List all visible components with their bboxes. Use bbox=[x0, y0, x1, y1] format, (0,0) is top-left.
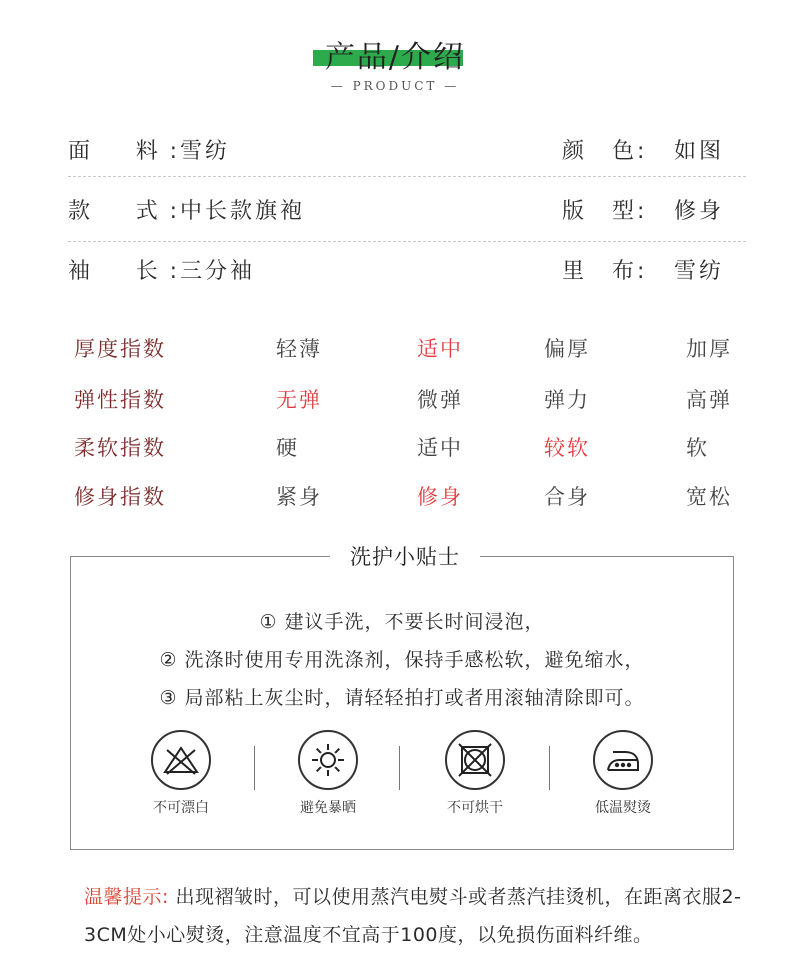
divider bbox=[254, 746, 255, 790]
index-option: 宽松 bbox=[686, 485, 732, 509]
index-option: 软 bbox=[686, 436, 709, 460]
care-icon-label: 避免暴晒 bbox=[300, 800, 356, 816]
attribute-key: 里 布: bbox=[562, 259, 648, 284]
index-row-elasticity bbox=[74, 384, 744, 420]
index-option: 轻薄 bbox=[276, 337, 322, 361]
index-option: 高弹 bbox=[686, 388, 732, 412]
index-option: 较软 bbox=[544, 436, 590, 460]
index-label: 弹性指数 bbox=[74, 388, 166, 412]
attribute-value: 雪纺 bbox=[674, 259, 725, 284]
index-option: 适中 bbox=[417, 337, 463, 361]
header bbox=[0, 32, 790, 76]
attribute-row bbox=[68, 180, 746, 240]
index-option: 修身 bbox=[417, 485, 463, 509]
index-option: 适中 bbox=[417, 436, 463, 460]
attribute-key: 颜 色: bbox=[562, 139, 648, 164]
index-option: 紧身 bbox=[276, 485, 322, 509]
attribute-value: 修身 bbox=[674, 199, 725, 224]
index-row-fit bbox=[74, 481, 744, 517]
care-icon-label: 不可漂白 bbox=[153, 800, 209, 816]
index-row-softness bbox=[74, 432, 744, 468]
attribute-key: 面 料: bbox=[68, 139, 180, 164]
index-option: 加厚 bbox=[686, 337, 732, 361]
index-label: 厚度指数 bbox=[74, 337, 166, 361]
page-subtitle: — PRODUCT — bbox=[330, 79, 460, 93]
attribute-key: 袖 长: bbox=[68, 259, 180, 284]
attribute-value: 如图 bbox=[674, 139, 725, 164]
index-option: 微弹 bbox=[417, 388, 463, 412]
attribute-value: 中长款旗袍 bbox=[180, 199, 306, 224]
no-sun-icon bbox=[298, 730, 358, 790]
care-tips-title: 洗护小贴士 bbox=[330, 541, 480, 571]
no-bleach-icon bbox=[151, 730, 211, 790]
warm-tip-label: 温馨提示: bbox=[84, 886, 169, 908]
attribute-row bbox=[68, 120, 746, 180]
attribute-key: 款 式: bbox=[68, 199, 180, 224]
no-tumble-dry-icon bbox=[445, 730, 505, 790]
low-iron-icon bbox=[593, 730, 653, 790]
index-label: 柔软指数 bbox=[74, 436, 166, 460]
index-option: 硬 bbox=[276, 436, 299, 460]
warm-tip-text: 出现褶皱时，可以使用蒸汽电熨斗或者蒸汽挂烫机，在距离衣服2-3CM处小心熨烫，注意温度不宜高于100度，以免损伤面料纤维。 bbox=[84, 886, 742, 946]
index-label: 修身指数 bbox=[74, 485, 166, 509]
care-icon-label: 不可烘干 bbox=[447, 800, 503, 816]
attribute-value: 雪纺 bbox=[180, 139, 231, 164]
divider bbox=[68, 176, 746, 177]
index-option: 偏厚 bbox=[544, 337, 590, 361]
index-row-thickness bbox=[74, 333, 744, 369]
index-option: 合身 bbox=[544, 485, 590, 509]
care-instruction: ③ 局部粘上灰尘时，请轻轻拍打或者用滚轴清除即可。 bbox=[159, 687, 645, 709]
divider bbox=[549, 746, 550, 790]
warm-tip bbox=[84, 878, 744, 954]
page-title: 产品/介绍 bbox=[324, 40, 466, 75]
care-icon-label: 低温熨烫 bbox=[595, 800, 651, 816]
divider bbox=[399, 746, 400, 790]
care-instruction: ① 建议手洗，不要长时间浸泡， bbox=[259, 611, 545, 633]
care-instruction: ② 洗涤时使用专用洗涤剂，保持手感松软，避免缩水， bbox=[159, 649, 645, 671]
index-option: 无弹 bbox=[276, 388, 322, 412]
index-option: 弹力 bbox=[544, 388, 590, 412]
attribute-value: 三分袖 bbox=[180, 259, 256, 284]
attribute-row bbox=[68, 240, 746, 300]
attribute-key: 版 型: bbox=[562, 199, 648, 224]
